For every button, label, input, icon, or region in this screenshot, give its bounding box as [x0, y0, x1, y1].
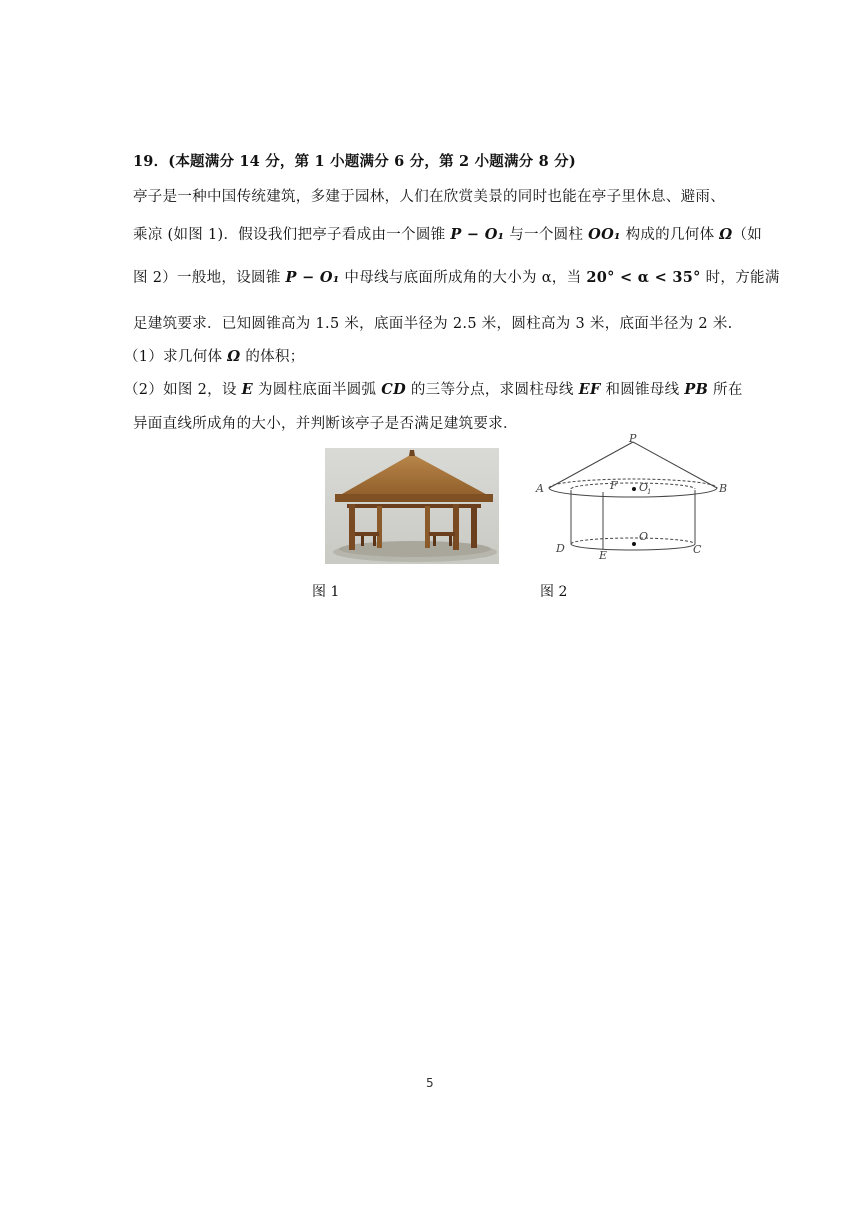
- question-heading: 19．(本题满分 14 分，第 1 小题满分 6 分，第 2 小题满分 8 分): [133, 153, 576, 170]
- text-segment: 的三等分点，求圆柱母线: [405, 382, 579, 398]
- label-d: D: [556, 542, 565, 555]
- text-segment: 构成的几何体: [620, 227, 720, 243]
- label-o1: O: [639, 481, 649, 494]
- math-cylinder: OO₁: [588, 226, 621, 243]
- label-p: P: [629, 432, 637, 445]
- figure-2-caption: 图 2: [540, 584, 568, 600]
- text-segment: 与一个圆柱: [504, 227, 589, 243]
- text-segment: 乘凉 (如图 1)．假设我们把亭子看成由一个圆锥: [133, 227, 451, 243]
- text-segment: 图 2）一般地，设圆锥: [133, 270, 286, 286]
- sub-question-1: [124, 345, 305, 366]
- label-a: A: [536, 482, 544, 495]
- math-angle-range: 20° < α < 35°: [586, 269, 701, 286]
- math-cone: P − O₁: [285, 269, 340, 286]
- problem-text-line-3: [133, 266, 780, 287]
- cone-generatrix-pa: [549, 442, 633, 488]
- problem-text-line-1: 亭子是一种中国传统建筑，多建于园林，人们在欣赏美景的同时也能在亭子里休息、避雨、: [133, 189, 725, 205]
- text-segment: 的体积；: [240, 349, 305, 365]
- problem-text-line-2: [133, 223, 762, 244]
- problem-text-line-7: 异面直线所成角的大小，并判断该亭子是否满足建筑要求．: [133, 416, 518, 432]
- point-o: [632, 542, 636, 546]
- cone-cylinder-diagram: [533, 432, 733, 562]
- text-segment: 为圆柱底面半圆弧: [253, 382, 382, 398]
- text-segment: ，当: [551, 270, 587, 286]
- sub-question-2: [124, 378, 743, 399]
- label-c: C: [693, 543, 702, 556]
- text-segment: 所在: [708, 382, 743, 398]
- label-o1-subscript: 1: [647, 488, 652, 496]
- text-segment: 时，方能满: [700, 270, 780, 286]
- figure-1-caption: 图 1: [312, 584, 340, 600]
- math-segment-pb: PB: [684, 381, 709, 398]
- page-number: 5: [426, 1076, 434, 1090]
- math-segment-ef: EF: [578, 381, 601, 398]
- text-segment: 和圆锥母线: [600, 382, 685, 398]
- math-cone: P − O₁: [450, 226, 505, 243]
- problem-text-line-4: 足建筑要求．已知圆锥高为 1.5 米，底面半径为 2.5 米，圆柱高为 3 米，底面半径为 2 米.: [133, 316, 733, 332]
- text-segment: （2）如图 2，设: [124, 382, 242, 398]
- label-o: O: [639, 530, 649, 543]
- math-omega: Ω: [227, 348, 241, 365]
- text-segment: （1）求几何体: [124, 349, 228, 365]
- math-alpha: α: [541, 270, 552, 286]
- label-e: E: [599, 549, 608, 562]
- point-o1: [632, 487, 636, 491]
- text-segment: （如: [732, 227, 763, 243]
- label-b: B: [719, 482, 728, 495]
- pavilion-photo: [325, 448, 499, 564]
- math-arc-cd: CD: [381, 381, 406, 398]
- math-omega: Ω: [719, 226, 733, 243]
- math-point-e: E: [241, 381, 254, 398]
- label-f: F: [610, 479, 618, 492]
- text-segment: 中母线与底面所成角的大小为: [339, 270, 542, 286]
